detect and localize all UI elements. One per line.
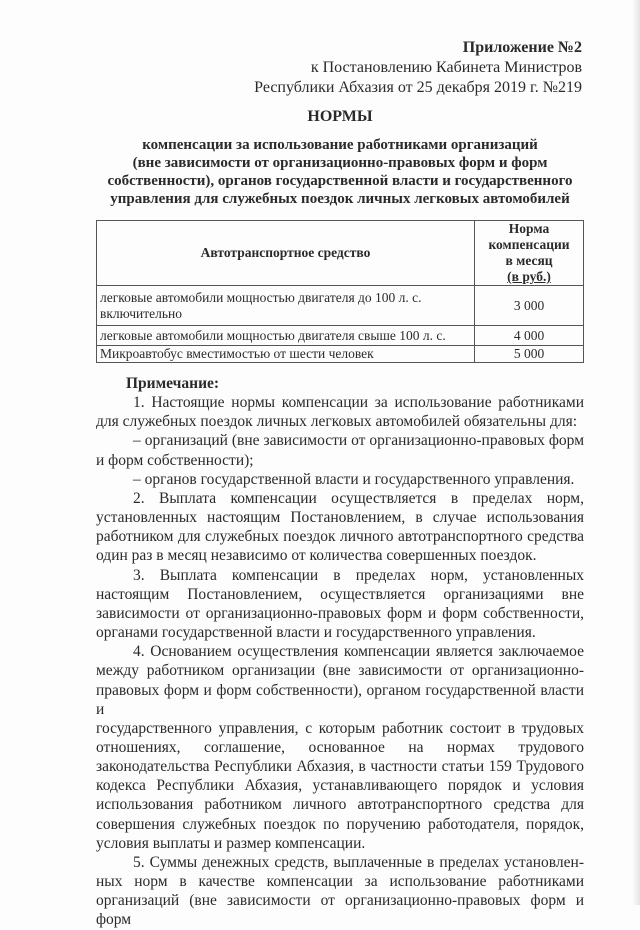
paragraph-line: организаций (вне зависимости от организационно-правовых форм и форм bbox=[96, 892, 584, 929]
vehicle-cell: легковые автомобили мощностью двигателя свыше 100 л. с. bbox=[97, 326, 475, 346]
subtitle-line: управления для служебных поездок личных легковых автомобилей bbox=[110, 191, 570, 207]
table-row bbox=[97, 326, 584, 346]
paragraph-line: между работником организации (вне зависимости от организационно- bbox=[96, 662, 584, 680]
rate-cell: 3 000 bbox=[475, 286, 584, 326]
paragraph-line: 5. Суммы денежных средств, выплаченные в пределах установлен- bbox=[133, 853, 584, 871]
paragraph-line: отношениях, соглашение, основанное на нормах трудового bbox=[96, 738, 584, 756]
paragraph-line: 3. Выплата компенсации в пределах норм, установленных bbox=[133, 566, 584, 584]
vehicle-line: легковые автомобили мощностью двигателя до 100 л. с. bbox=[100, 289, 422, 305]
paragraph-line: зависимости от организационно-правовых форм и форм собственности, bbox=[96, 604, 584, 622]
paragraph-line: – органов государственной власти и государственного управления. bbox=[133, 470, 575, 488]
document-subtitle bbox=[96, 136, 584, 208]
paragraph-line: настоящим Постановлением, осуществляется организациями вне bbox=[96, 585, 584, 603]
paragraph-line: 4. Основанием осуществления компенсации является заключаемое bbox=[133, 643, 584, 661]
paragraph-line: и форм собственности); bbox=[96, 451, 254, 469]
note-paragraph bbox=[96, 489, 584, 566]
scan-edge-shadow bbox=[632, 0, 640, 905]
vehicle-line: включительно bbox=[100, 305, 183, 321]
header-line: в месяц bbox=[505, 253, 553, 268]
column-header-vehicle: Автотранспортное средство bbox=[97, 221, 475, 286]
header-line: Норма bbox=[508, 221, 550, 236]
paragraph-line: законодательства Республики Абхазия, в частности статьи 159 Трудового bbox=[96, 758, 584, 776]
paragraph-line: кодекса Республики Абхазия, устанавливающего порядок и условия bbox=[96, 777, 584, 795]
subtitle-line: компенсации за использование работниками организаций bbox=[142, 137, 538, 153]
note-paragraph bbox=[96, 642, 584, 853]
notes-section bbox=[96, 374, 584, 930]
paragraph-line: для служебных поездок личных легковых автомобилей обязательны для: bbox=[96, 413, 577, 431]
paragraph-line: условия выплаты и размер компенсации. bbox=[96, 834, 366, 852]
paragraph-line: 2. Выплата компенсации осуществляется в пределах норм, bbox=[133, 489, 584, 507]
appendix-number: Приложение №2 bbox=[462, 39, 582, 56]
appendix-date: Республики Абхазия от 25 декабря 2019 г. №219 bbox=[254, 79, 582, 96]
paragraph-line: – организаций (вне зависимости от организационно-правовых форм bbox=[133, 432, 584, 450]
table-row bbox=[97, 346, 584, 363]
note-paragraph bbox=[96, 566, 584, 643]
rate-cell: 4 000 bbox=[475, 326, 584, 346]
vehicle-cell bbox=[97, 286, 475, 326]
note-paragraph bbox=[96, 393, 584, 431]
column-header-rate bbox=[475, 221, 584, 286]
appendix-header bbox=[254, 38, 582, 98]
header-line: компенсации bbox=[488, 237, 570, 252]
paragraph-line: один раз в месяц независимо от количества совершенных поездок. bbox=[96, 547, 537, 565]
paragraph-line: работником для служебных поездок личного автотранспортного средства bbox=[96, 528, 584, 546]
note-paragraph bbox=[96, 853, 584, 930]
paragraph-line: установленных настоящим Постановлением, в случае использования bbox=[96, 509, 584, 527]
rate-cell: 5 000 bbox=[475, 346, 584, 363]
subtitle-line: собственности), органов государственной власти и государственного bbox=[107, 173, 573, 189]
vehicle-cell: Микроавтобус вместимостью от шести человек bbox=[97, 346, 475, 363]
paragraph-line: совершения служебных поездок по поручению работодателя, порядок, bbox=[96, 815, 584, 833]
paragraph-line: использования работником личного автотранспортного средства для bbox=[96, 796, 584, 814]
note-label: Примечание: bbox=[126, 375, 220, 392]
subtitle-line: (вне зависимости от организационно-правовых форм и форм bbox=[132, 155, 548, 171]
paragraph-line: правовых форм и форм собственности), органом государственной власти и bbox=[96, 681, 584, 718]
table-header-row bbox=[97, 221, 584, 286]
appendix-reference: к Постановлению Кабинета Министров bbox=[310, 59, 582, 76]
document-title: НОРМЫ bbox=[307, 108, 373, 125]
compensation-table bbox=[96, 220, 584, 363]
table-row bbox=[97, 286, 584, 326]
paragraph-line: органами государственной власти и государственного управления. bbox=[96, 624, 536, 642]
paragraph-line: государственного управления, с которым работник состоит в трудовых bbox=[96, 719, 584, 737]
paragraph-line: 1. Настоящие нормы компенсации за использование работниками bbox=[133, 394, 584, 412]
note-paragraph bbox=[96, 431, 584, 469]
header-line: (в руб.) bbox=[507, 269, 551, 284]
note-paragraph bbox=[96, 470, 584, 489]
paragraph-line: ных норм в качестве компенсации за использование работниками bbox=[96, 873, 584, 891]
